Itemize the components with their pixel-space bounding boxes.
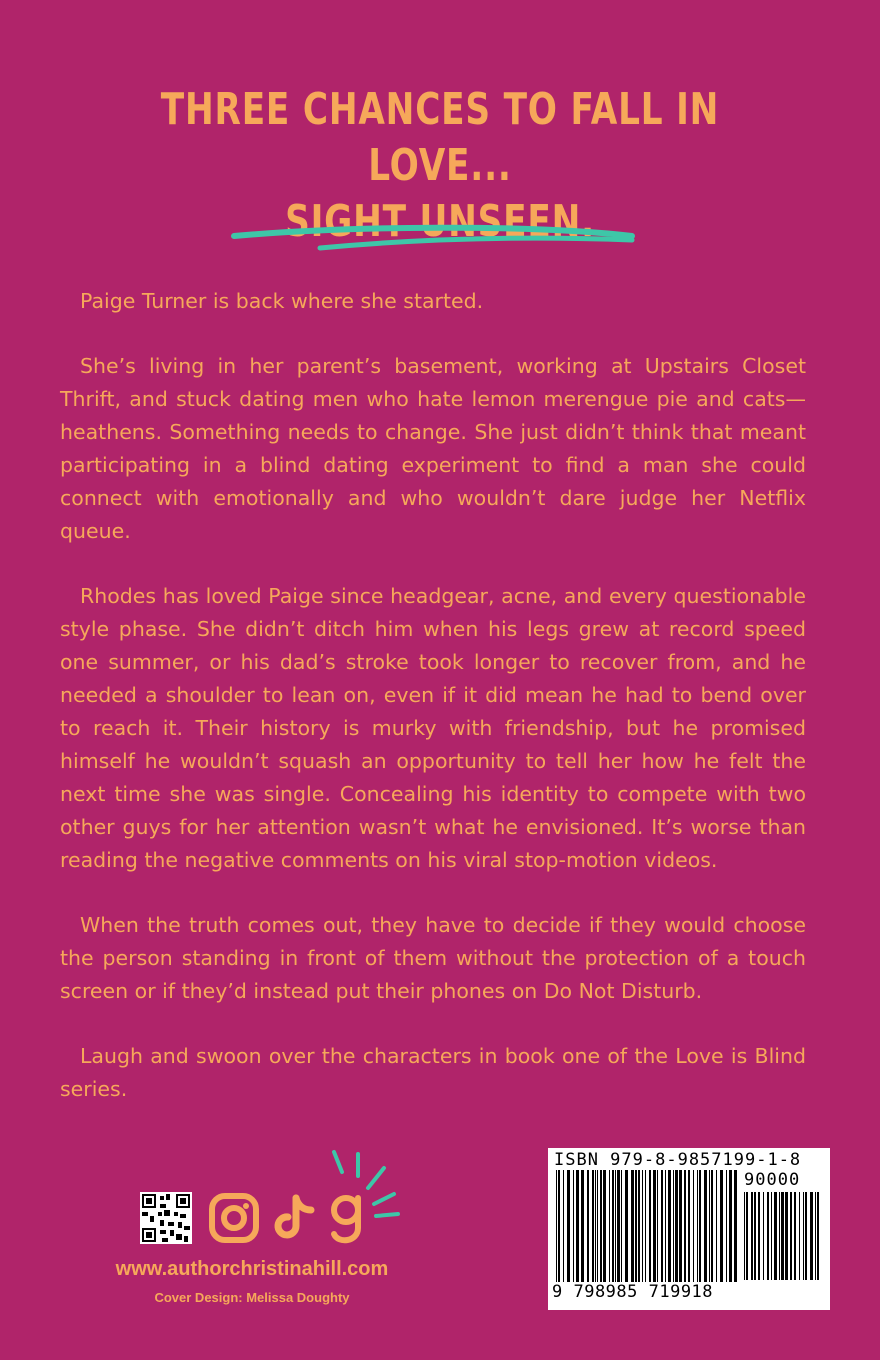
headline-line-2: SIGHT UNSEEN. <box>285 196 595 247</box>
barcode-bar <box>774 1192 777 1280</box>
barcode-bar <box>771 1192 772 1280</box>
barcode-bar <box>746 1192 748 1280</box>
barcode-bar <box>734 1170 737 1282</box>
tiktok-icon[interactable] <box>270 1190 318 1246</box>
barcode-bar <box>704 1170 707 1282</box>
swoosh-divider <box>228 222 640 258</box>
barcode-bar <box>665 1170 666 1282</box>
barcode-bar <box>673 1170 674 1282</box>
ean-number: 9 798985 719918 <box>550 1282 742 1302</box>
barcode-bar <box>621 1170 622 1282</box>
barcode-bar <box>600 1170 602 1282</box>
author-website-link[interactable]: www.authorchristinahill.com <box>115 1258 389 1280</box>
barcode-bar <box>597 1170 598 1282</box>
blurb-paragraph-1: Paige Turner is back where she started. <box>80 289 484 313</box>
barcode-bar <box>631 1170 634 1282</box>
barcode-bar <box>615 1170 616 1282</box>
blurb-paragraph-4: When the truth comes out, they have to decide if they would choose the person standing in front of them without the protection of a touch screen or if they’d instead put their phones on Do Not Disturb. <box>60 913 806 1003</box>
barcode-bar <box>668 1170 671 1282</box>
barcode-bars-addon <box>744 1192 822 1304</box>
barcode-bar <box>785 1192 788 1280</box>
barcode-bars-main <box>556 1170 740 1282</box>
barcode-bar <box>794 1192 796 1280</box>
barcode-bar <box>726 1170 727 1282</box>
price-code: 90000 <box>744 1170 801 1190</box>
barcode-bar <box>649 1170 651 1282</box>
qr-code-icon[interactable] <box>140 1192 192 1244</box>
barcode-bar <box>576 1170 579 1282</box>
barcode-bar <box>573 1170 574 1282</box>
blurb-paragraph-3: Rhodes has loved Paige since headgear, acne, and every questionable style phase. She didn’t ditch him when his legs grew at record speed one summer, or his dad’s stroke took longer to recover from, and he needed a shoulder to lean on, even if it did mean he had to bend over to reach it. Their history is murky with friendship, but he promised himself he wouldn’t squash an opportunity to tell her how he felt the next time she was single. Concealing his identity to compete with two other guys for her attention wasn’t what he envisioned. It’s worse than reading the negative comments on his viral stop-motion videos. <box>60 584 806 872</box>
instagram-icon[interactable] <box>206 1190 262 1246</box>
barcode-bar <box>635 1170 637 1282</box>
barcode-bar <box>754 1192 756 1280</box>
barcode-bar <box>657 1170 658 1282</box>
barcode-bar <box>587 1170 589 1282</box>
barcode-bar <box>625 1170 628 1282</box>
barcode-bar <box>697 1170 698 1282</box>
barcode-bar <box>688 1170 690 1282</box>
barcode-bar <box>679 1170 682 1282</box>
barcode-bar <box>603 1170 606 1282</box>
barcode-bar <box>744 1192 745 1280</box>
isbn-barcode <box>548 1148 830 1310</box>
barcode-bar <box>595 1170 596 1282</box>
barcode-bar <box>767 1192 769 1280</box>
barcode-bar <box>684 1170 686 1282</box>
barcode-bar <box>612 1170 614 1282</box>
cover-design-credit: Cover Design: Melissa Doughty <box>154 1290 350 1305</box>
sparkle-accent-icon <box>320 1148 420 1228</box>
barcode-bar <box>805 1192 807 1280</box>
barcode-bar <box>581 1170 584 1282</box>
barcode-bar <box>729 1170 732 1282</box>
barcode-bar <box>815 1192 816 1280</box>
headline-line-1: THREE CHANCES TO FALL IN LOVE... <box>160 84 720 191</box>
barcode-bar <box>799 1192 800 1280</box>
barcode-bar <box>653 1170 656 1282</box>
barcode-bar <box>751 1192 753 1280</box>
barcode-bar <box>693 1170 694 1282</box>
barcode-bar <box>709 1170 710 1282</box>
barcode-bar <box>810 1192 813 1280</box>
barcode-bar <box>803 1192 804 1280</box>
barcode-bar <box>642 1170 643 1282</box>
barcode-bar <box>716 1170 717 1282</box>
barcode-bar <box>558 1170 560 1282</box>
barcode-bar <box>781 1192 784 1280</box>
barcode-bar <box>556 1170 557 1282</box>
barcode-bar <box>675 1170 678 1282</box>
barcode-bar <box>592 1170 594 1282</box>
barcode-bar <box>661 1170 663 1282</box>
barcode-bar <box>758 1192 760 1280</box>
barcode-bar <box>567 1170 570 1282</box>
barcode-bar <box>790 1192 792 1280</box>
barcode-bar <box>563 1170 564 1282</box>
blurb-paragraph-2: She’s living in her parent’s basement, working at Upstairs Closet Thrift, and stuck dating men who hate lemon merengue pie and cats—heathens. Something needs to change. She just didn’t think that meant participating in a blind dating experiment to find a man she could connect with emotionally and who wouldn’t dare judge her Netflix queue. <box>60 354 806 543</box>
barcode-bar <box>699 1170 701 1282</box>
isbn-number: ISBN 979-8-9857199-1-8 <box>554 1150 802 1170</box>
barcode-bar <box>817 1192 819 1280</box>
barcode-bar <box>763 1192 764 1280</box>
barcode-bar <box>779 1192 780 1280</box>
blurb-paragraph-5: Laugh and swoon over the characters in book one of the Love is Blind series. <box>60 1044 806 1101</box>
blurb <box>60 285 806 1138</box>
barcode-bar <box>711 1170 713 1282</box>
barcode-bar <box>645 1170 646 1282</box>
barcode-bar <box>609 1170 610 1282</box>
barcode-bar <box>617 1170 620 1282</box>
barcode-bar <box>720 1170 723 1282</box>
barcode-bar <box>638 1170 640 1282</box>
